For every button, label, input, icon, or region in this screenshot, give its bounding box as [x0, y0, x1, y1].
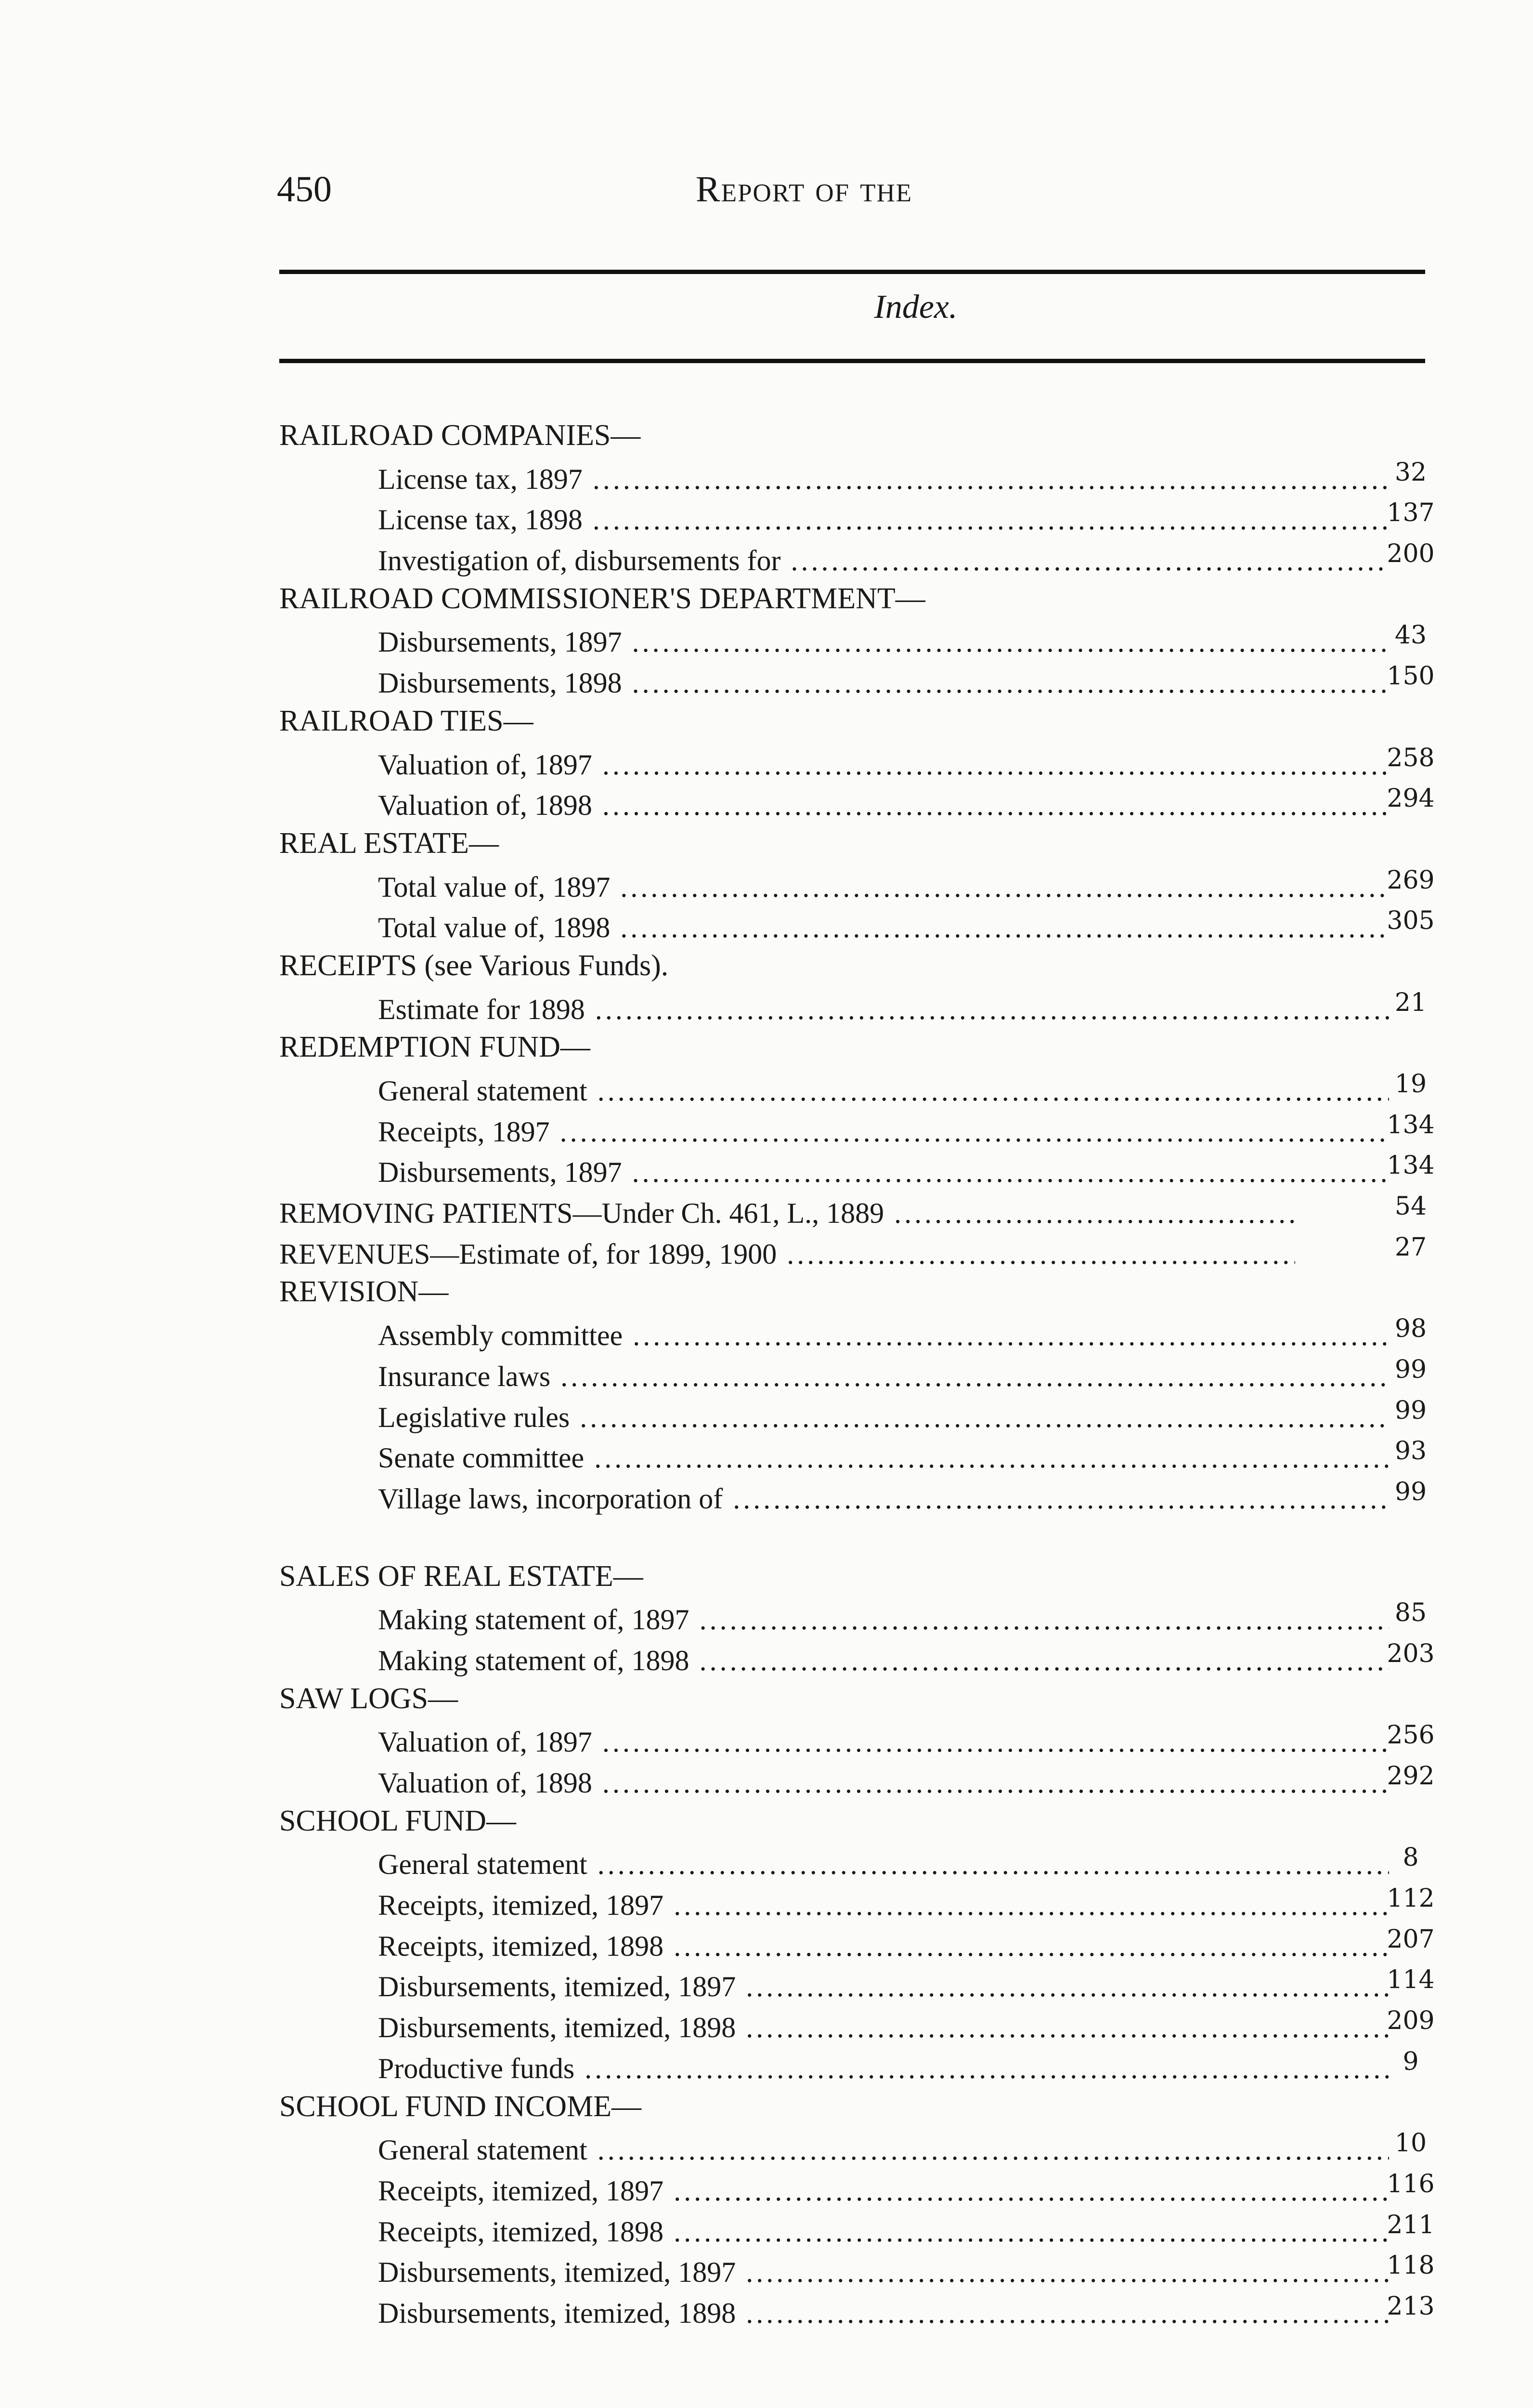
entry-label: Insurance laws ..... — [378, 1356, 1389, 1397]
entry-page-number: 93 — [1394, 1437, 1427, 1466]
entry-page-number: 150 — [1387, 662, 1435, 691]
entry-page-number: 118 — [1387, 2251, 1435, 2280]
entry-label: Assembly committee ..... — [378, 1315, 1389, 1356]
entry-page-number: 114 — [1387, 1965, 1435, 1995]
index-subentry — [279, 537, 1444, 578]
entry-page-number: 256 — [1387, 1721, 1435, 1750]
index-subentry — [279, 1394, 1444, 1435]
index-heading — [279, 1027, 1444, 1068]
entry-label: Disbursements, itemized, 1898 ..... — [378, 2007, 1389, 2048]
index-subentry — [279, 2004, 1444, 2045]
entry-label: Valuation of, 1897 ..... — [378, 745, 1389, 785]
index-entry — [279, 1231, 1444, 1272]
index-subentry — [279, 619, 1444, 660]
entry-label: Investigation of, disbursements for ..... — [378, 540, 1389, 581]
entry-page-number: 134 — [1387, 1110, 1435, 1139]
entry-page-number: 19 — [1394, 1070, 1427, 1099]
index-subentry — [279, 1109, 1444, 1150]
index-heading — [279, 415, 1444, 456]
entry-page-number: 116 — [1387, 2169, 1435, 2199]
entry-page-number: 211 — [1387, 2210, 1435, 2239]
section-title: Index. — [874, 288, 958, 326]
index-entry — [279, 1190, 1444, 1231]
index-subentry — [279, 2045, 1444, 2086]
entry-page-number: 32 — [1394, 458, 1427, 487]
index-subentry — [279, 1476, 1444, 1517]
index-subentry — [279, 2168, 1444, 2209]
entry-label: Senate committee ..... — [378, 1438, 1389, 1478]
running-title: Report of the — [696, 169, 913, 209]
entry-label: Making statement of, 1897 ..... — [378, 1599, 1389, 1640]
entry-page-number: 112 — [1387, 1884, 1435, 1913]
entry-page-number: 305 — [1387, 906, 1435, 936]
index-subentry — [279, 1923, 1444, 1964]
index-subentry — [279, 2127, 1444, 2168]
entry-label: Valuation of, 1898 ..... — [378, 785, 1389, 825]
index-heading — [279, 945, 1444, 986]
index-subentry — [279, 1068, 1444, 1109]
entry-page-number: 10 — [1394, 2129, 1427, 2158]
index-subentry — [279, 782, 1444, 823]
entry-page-number: 43 — [1394, 621, 1427, 650]
index-subentry — [279, 904, 1444, 945]
index-heading-text: RAILROAD COMPANIES— — [279, 419, 641, 452]
entry-label: Total value of, 1897 ..... — [378, 867, 1389, 907]
page-header — [277, 169, 1403, 217]
entry-label: REMOVING PATIENTS—Under Ch. 461, L., 1889 ..... — [279, 1193, 1295, 1233]
index-heading — [279, 1271, 1444, 1312]
index-heading — [279, 2086, 1444, 2127]
entry-label: Receipts, 1897 ..... — [378, 1112, 1389, 1152]
index-subentry — [279, 1882, 1444, 1923]
entry-page-number: 134 — [1387, 1151, 1435, 1180]
index-subentry — [279, 1963, 1444, 2004]
entry-label: Making statement of, 1898 ..... — [378, 1640, 1389, 1681]
entry-label: License tax, 1897 ..... — [378, 459, 1389, 499]
index-subentry — [279, 1353, 1444, 1394]
entry-page-number: 99 — [1394, 1355, 1427, 1384]
index-heading-text: SCHOOL FUND INCOME— — [279, 2090, 642, 2123]
index-heading — [279, 578, 1444, 619]
entry-label: Receipts, itemized, 1898 ..... — [378, 2212, 1389, 2252]
entry-label: REVENUES—Estimate of, for 1899, 1900 ..... — [279, 1234, 1295, 1274]
index-heading — [279, 1678, 1444, 1719]
index-heading — [279, 1801, 1444, 1842]
index-heading — [279, 823, 1444, 864]
index-subentry — [279, 1841, 1444, 1882]
entry-label: License tax, 1898 ..... — [378, 499, 1389, 540]
index-subentry — [279, 1597, 1444, 1637]
entry-label: Estimate for 1898 ..... — [378, 989, 1389, 1030]
index-subentry — [279, 742, 1444, 783]
entry-page-number: 9 — [1403, 2047, 1419, 2076]
index-subentry — [279, 1312, 1444, 1353]
index-subentry — [279, 864, 1444, 905]
entry-page-number: 213 — [1387, 2291, 1435, 2321]
index-heading-text: SAW LOGS— — [279, 1682, 458, 1715]
entry-page-number: 21 — [1394, 988, 1427, 1017]
entry-page-number: 294 — [1387, 784, 1435, 813]
index-heading-text: REAL ESTATE— — [279, 826, 499, 860]
entry-label: Disbursements, 1898 ..... — [378, 663, 1389, 703]
entry-label: Total value of, 1898 ..... — [378, 907, 1389, 948]
index-subentry — [279, 986, 1444, 1027]
entry-page-number: 98 — [1394, 1314, 1427, 1344]
index-subentry — [279, 1719, 1444, 1760]
entry-page-number: 54 — [1394, 1192, 1427, 1221]
index-subentry — [279, 660, 1444, 701]
entry-page-number: 209 — [1387, 2006, 1435, 2036]
entry-label: General statement ..... — [378, 1844, 1389, 1885]
entry-label: Receipts, itemized, 1897 ..... — [378, 1885, 1389, 1925]
entry-page-number: 292 — [1387, 1762, 1435, 1791]
entry-page-number: 200 — [1387, 539, 1435, 569]
entry-label: Productive funds ..... — [378, 2048, 1389, 2089]
index-heading-text: SALES OF REAL ESTATE— — [279, 1559, 643, 1593]
entry-page-number: 207 — [1387, 1924, 1435, 1954]
section-gap — [279, 1517, 1444, 1556]
index-heading-text: REVISION— — [279, 1275, 449, 1309]
index-subentry — [279, 1435, 1444, 1476]
index-heading — [279, 1556, 1444, 1597]
entry-label: Valuation of, 1897 ..... — [378, 1722, 1389, 1762]
entry-page-number: 258 — [1387, 743, 1435, 772]
entry-label: Disbursements, itemized, 1897 ..... — [378, 2252, 1389, 2292]
entry-label: Receipts, itemized, 1898 ..... — [378, 1926, 1389, 1966]
index-subentry — [279, 1637, 1444, 1678]
entry-label: General statement ..... — [378, 2130, 1389, 2170]
entry-page-number: 203 — [1387, 1639, 1435, 1668]
entry-label: Disbursements, 1897 ..... — [378, 1152, 1389, 1192]
entry-label: Disbursements, itemized, 1897 ..... — [378, 1966, 1389, 2007]
entry-page-number: 8 — [1403, 1843, 1419, 1872]
index-subentry — [279, 456, 1444, 497]
page-number: 450 — [277, 169, 332, 209]
entry-label: Village laws, incorporation of ..... — [378, 1479, 1389, 1519]
index-heading-text: SCHOOL FUND— — [279, 1804, 517, 1837]
entry-page-number: 99 — [1394, 1396, 1427, 1425]
index-list — [279, 415, 1444, 2331]
entry-page-number: 85 — [1394, 1598, 1427, 1628]
entry-label: Disbursements, 1897 ..... — [378, 622, 1389, 662]
entry-page-number: 99 — [1394, 1477, 1427, 1506]
header-rule-bottom — [279, 359, 1425, 363]
index-subentry — [279, 1760, 1444, 1801]
index-subentry — [279, 1149, 1444, 1190]
index-heading-text: RAILROAD COMMISSIONER'S DEPARTMENT— — [279, 582, 925, 615]
index-subentry — [279, 2209, 1444, 2250]
entry-label: Receipts, itemized, 1897 ..... — [378, 2171, 1389, 2211]
header-rule-top — [279, 270, 1425, 274]
entry-page-number: 269 — [1387, 865, 1435, 895]
index-subentry — [279, 2249, 1444, 2290]
index-heading-text: RAILROAD TIES— — [279, 704, 533, 737]
entry-label: Legislative rules ..... — [378, 1397, 1389, 1438]
index-heading-text: REDEMPTION FUND— — [279, 1031, 590, 1064]
index-heading-text: RECEIPTS (see Various Funds). — [279, 949, 669, 982]
index-heading — [279, 701, 1444, 742]
index-subentry — [279, 497, 1444, 537]
entry-label: General statement ..... — [378, 1071, 1389, 1111]
entry-label: Valuation of, 1898 ..... — [378, 1763, 1389, 1803]
entry-page-number: 137 — [1387, 498, 1435, 528]
index-subentry — [279, 2290, 1444, 2331]
entry-page-number: 27 — [1394, 1232, 1427, 1262]
entry-label: Disbursements, itemized, 1898 ..... — [378, 2293, 1389, 2333]
